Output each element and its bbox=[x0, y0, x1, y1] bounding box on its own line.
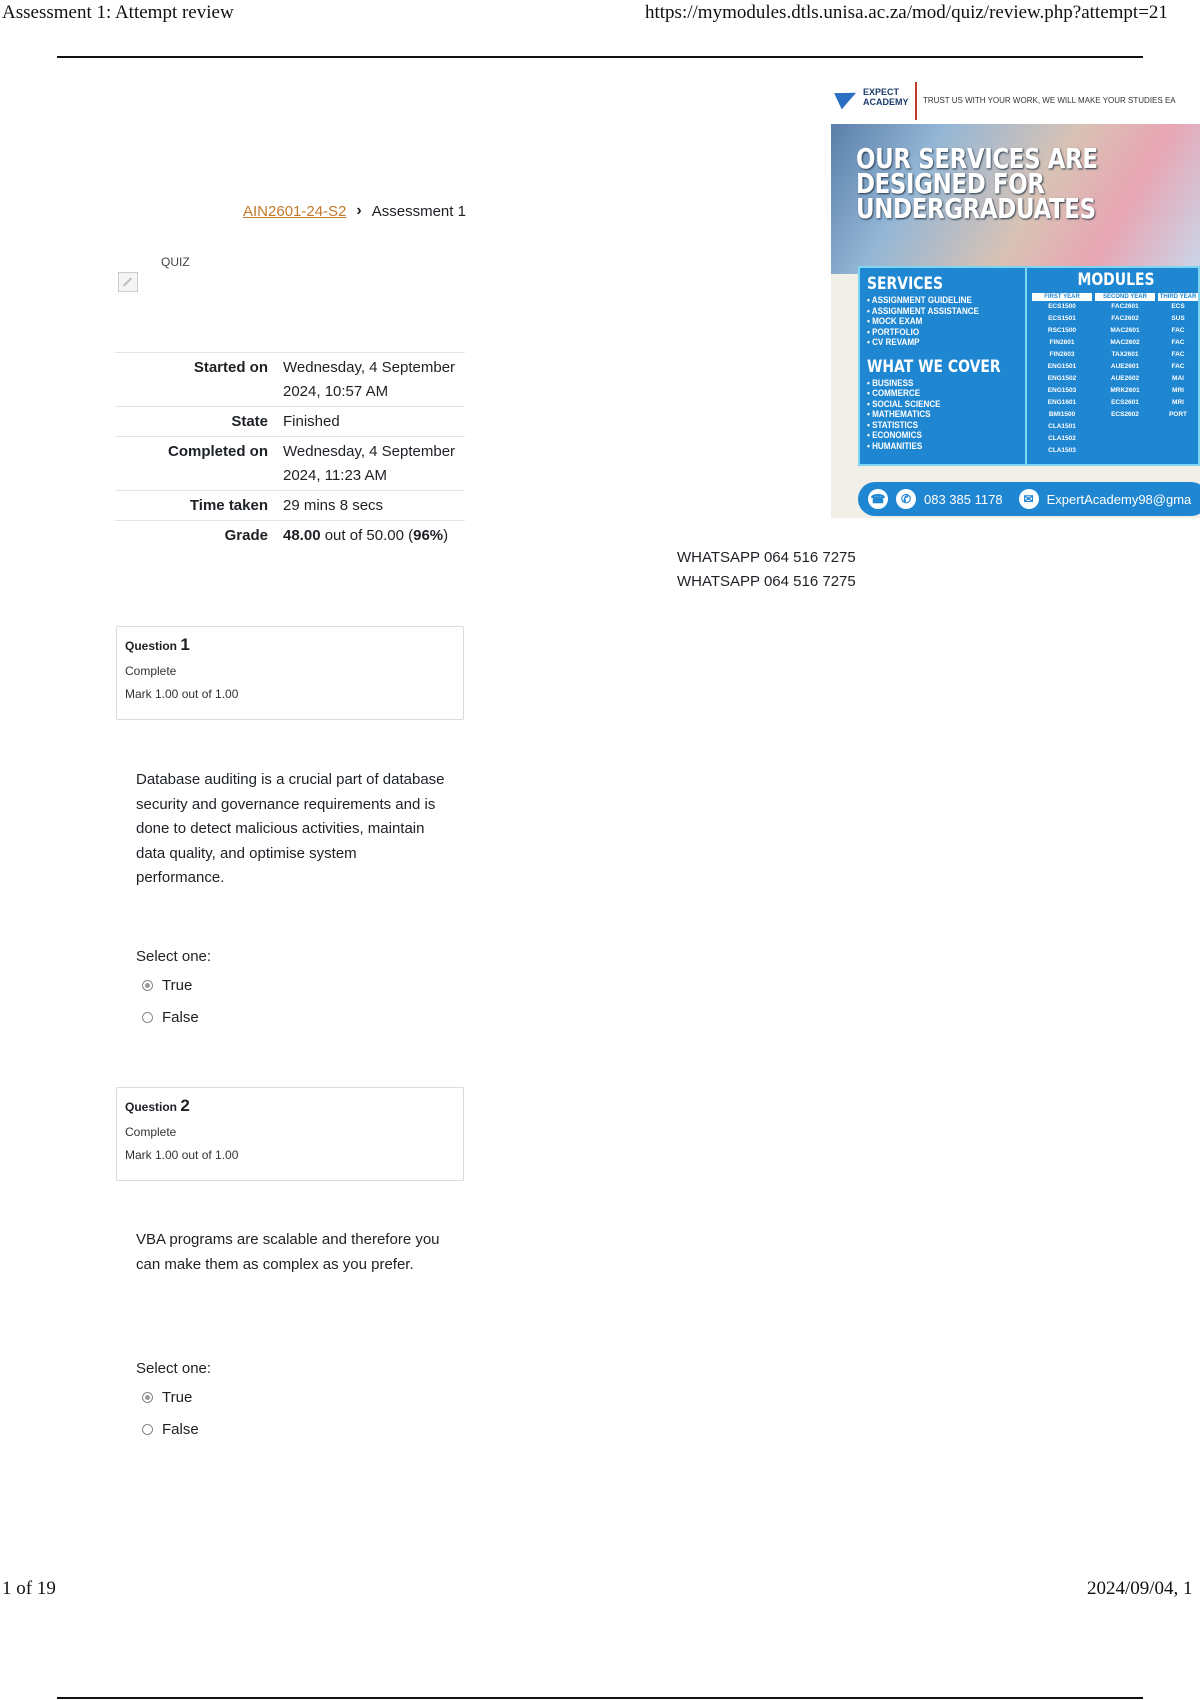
answer-option-true[interactable] bbox=[142, 977, 192, 994]
ad-module-code: MAC2601 bbox=[1110, 327, 1140, 334]
ad-cover-item: • BUSINESS bbox=[867, 377, 914, 389]
ad-header bbox=[831, 78, 1200, 124]
ad-module-code: FIN2603 bbox=[1049, 351, 1075, 358]
ad-cover-item: • SOCIAL SCIENCE bbox=[867, 398, 941, 410]
ad-year-header: SECOND YEAR bbox=[1095, 293, 1155, 301]
question-text: VBA programs are scalable and therefore you can make them as complex as you prefer. bbox=[136, 1231, 440, 1273]
ad-cover-item: • HUMANITIES bbox=[867, 440, 923, 452]
ad-service-item: • PORTFOLIO bbox=[867, 326, 920, 338]
ad-module-code: MRK2601 bbox=[1110, 387, 1140, 394]
ad-panel-divider bbox=[1025, 268, 1027, 464]
summary-row-time bbox=[115, 490, 465, 520]
ad-headline: OUR SERVICES ARE DESIGNED FOR UNDERGRADUATES bbox=[856, 142, 1098, 225]
question-number bbox=[125, 635, 455, 655]
radio-unselected-icon[interactable] bbox=[142, 1012, 153, 1023]
ad-module-code: SUS bbox=[1171, 315, 1185, 322]
ad-module-code: ENG1503 bbox=[1047, 387, 1077, 394]
ad-services-title: SERVICES bbox=[867, 274, 944, 294]
ad-module-code: RSC1500 bbox=[1047, 327, 1077, 334]
select-one-label: Select one: bbox=[136, 1360, 212, 1377]
ad-year-header: FIRST YEAR bbox=[1032, 293, 1092, 301]
grade-percent-wrap: (96%) bbox=[408, 527, 449, 544]
summary-value: Wednesday, 4 September 2024, 10:57 AM bbox=[283, 359, 456, 400]
summary-label: Completed on bbox=[168, 443, 268, 460]
summary-value: 29 mins 8 secs bbox=[283, 497, 384, 514]
ad-year-column bbox=[1158, 293, 1198, 457]
summary-label: Started on bbox=[193, 359, 268, 376]
ad-module-code: AUE2601 bbox=[1110, 363, 1140, 370]
ad-year-column bbox=[1032, 293, 1092, 457]
ad-service-item: • MOCK EXAM bbox=[867, 316, 923, 327]
print-footer-datetime: 2024/09/04, 1 bbox=[1087, 1578, 1193, 1599]
ad-email: ExpertAcademy98@gma bbox=[1046, 491, 1192, 507]
summary-label: Time taken bbox=[189, 497, 268, 514]
ad-year-header: THIRD YEAR bbox=[1159, 294, 1197, 300]
grade-out-of: out of 50.00 bbox=[320, 527, 404, 544]
answer-option-label: True bbox=[162, 1389, 193, 1406]
summary-value bbox=[283, 524, 465, 548]
ad-cover-item: • ECONOMICS bbox=[867, 430, 922, 441]
advertisement-banner[interactable] bbox=[831, 78, 1200, 518]
question-mark: Mark 1.00 out of 1.00 bbox=[125, 1148, 239, 1162]
ad-module-code: MAC2602 bbox=[1110, 339, 1140, 346]
ad-module-code: ECS1500 bbox=[1048, 303, 1076, 310]
whatsapp-line: WHATSAPP 064 516 7275 bbox=[677, 573, 856, 590]
grade-score: 48.00 bbox=[283, 527, 321, 544]
summary-label: Grade bbox=[224, 527, 268, 544]
ad-cover-item: • COMMERCE bbox=[867, 388, 921, 399]
ad-logo-line: EXPECT bbox=[863, 87, 900, 97]
breadcrumb bbox=[243, 202, 466, 220]
answer-option-label: False bbox=[162, 1009, 199, 1026]
question-label: Question bbox=[125, 1100, 178, 1114]
ad-module-code: ECS2602 bbox=[1111, 411, 1139, 418]
ad-module-code: FIN2601 bbox=[1049, 339, 1075, 346]
ad-module-code: BMI1500 bbox=[1048, 411, 1076, 418]
answer-option-true[interactable] bbox=[142, 1389, 192, 1406]
ad-phone: 083 385 1178 bbox=[924, 491, 1003, 507]
question-info-box bbox=[116, 1087, 464, 1181]
answer-option-label: True bbox=[162, 977, 193, 994]
ad-module-code: ENG1501 bbox=[1047, 363, 1077, 370]
ad-module-code: ENG1601 bbox=[1047, 399, 1077, 406]
ad-service-item: • CV REVAMP bbox=[867, 337, 920, 348]
ad-module-code: CLA1501 bbox=[1048, 423, 1076, 430]
quiz-icon bbox=[118, 272, 138, 292]
question-number-value: 2 bbox=[180, 1096, 190, 1115]
email-icon: ✉ bbox=[1019, 489, 1039, 509]
ad-module-columns bbox=[1032, 293, 1200, 457]
grade-percent: 96% bbox=[413, 527, 444, 544]
ad-module-code: ENG1502 bbox=[1047, 375, 1077, 382]
footer-rule bbox=[57, 1697, 1143, 1699]
answer-option-false[interactable] bbox=[142, 1421, 199, 1438]
ad-module-code: FAC2602 bbox=[1111, 315, 1139, 322]
ad-contact-bar[interactable] bbox=[858, 482, 1200, 516]
summary-value: Finished bbox=[283, 413, 340, 430]
phone-icon: ☎ bbox=[868, 489, 888, 509]
print-footer-page: 1 of 19 bbox=[2, 1578, 56, 1599]
quiz-label: QUIZ bbox=[161, 255, 190, 269]
question-info-box bbox=[116, 626, 464, 720]
attempt-summary-table bbox=[115, 352, 465, 550]
ad-module-code: PORT bbox=[1168, 411, 1188, 418]
ad-module-code: FAC2601 bbox=[1111, 303, 1139, 310]
question-label: Question bbox=[125, 639, 178, 653]
ad-module-code: FAC bbox=[1171, 351, 1185, 358]
radio-selected-icon[interactable] bbox=[142, 980, 153, 991]
print-header-url: https://mymodules.dtls.unisa.ac.za/mod/quiz/review.php?attempt=21 bbox=[645, 2, 1168, 23]
question-mark: Mark 1.00 out of 1.00 bbox=[125, 687, 239, 701]
ad-module-code: ECS bbox=[1171, 303, 1185, 310]
print-header-title: Assessment 1: Attempt review bbox=[2, 2, 234, 23]
ad-module-code: FAC bbox=[1171, 327, 1185, 334]
ad-year-column bbox=[1095, 293, 1155, 457]
ad-tagline: TRUST US WITH YOUR WORK, WE WILL MAKE YOUR STUDIES EA bbox=[923, 96, 1176, 105]
question-number bbox=[125, 1096, 455, 1116]
ad-module-code: AUE2602 bbox=[1110, 375, 1140, 382]
breadcrumb-current[interactable]: Assessment 1 bbox=[371, 202, 466, 220]
ad-logo bbox=[837, 87, 909, 107]
ad-module-code: FAC bbox=[1171, 339, 1185, 346]
paper-plane-icon bbox=[834, 85, 860, 110]
ad-cover-item: • MATHEMATICS bbox=[867, 409, 931, 420]
select-one-label: Select one: bbox=[136, 948, 212, 965]
ad-divider bbox=[915, 82, 917, 120]
chevron-right-icon: › bbox=[356, 202, 362, 219]
ad-module-code: ECS1501 bbox=[1048, 315, 1076, 322]
ad-cover-title: WHAT WE COVER bbox=[867, 356, 1001, 377]
question-status: Complete bbox=[125, 1125, 177, 1139]
question-number-value: 1 bbox=[180, 635, 190, 654]
ad-module-code: CLA1502 bbox=[1048, 435, 1076, 442]
answer-option-label: False bbox=[162, 1421, 199, 1438]
ad-logo-text bbox=[863, 87, 909, 107]
whatsapp-icon: ✆ bbox=[896, 489, 916, 509]
ad-info-panel bbox=[858, 266, 1200, 466]
answer-option-false[interactable] bbox=[142, 1009, 199, 1026]
question-text: Database auditing is a crucial part of database security and governance requirements and is done to detect malicious activities, maintain data quality, and optimise system performance. bbox=[136, 771, 445, 886]
ad-module-code: TAX2601 bbox=[1111, 351, 1139, 358]
summary-row-completed bbox=[115, 436, 465, 490]
summary-label: State bbox=[231, 413, 268, 430]
radio-unselected-icon[interactable] bbox=[142, 1424, 153, 1435]
summary-value: Wednesday, 4 September 2024, 11:23 AM bbox=[283, 443, 456, 484]
ad-cover-item: • STATISTICS bbox=[867, 419, 918, 431]
ad-module-code: MRI bbox=[1172, 399, 1184, 406]
summary-row-grade bbox=[115, 520, 465, 550]
summary-row-started bbox=[115, 352, 465, 406]
question-status: Complete bbox=[125, 664, 177, 678]
ad-module-code: MAI bbox=[1172, 375, 1184, 382]
ad-module-code: FAC bbox=[1171, 363, 1185, 370]
ad-module-code: CLA1503 bbox=[1048, 447, 1076, 454]
ad-logo-line: ACADEMY bbox=[863, 97, 909, 107]
ad-modules-title: MODULES bbox=[1077, 270, 1155, 290]
summary-row-state bbox=[115, 406, 465, 436]
ad-service-item: • ASSIGNMENT GUIDELINE bbox=[867, 295, 972, 306]
radio-selected-icon[interactable] bbox=[142, 1392, 153, 1403]
header-rule bbox=[57, 56, 1143, 58]
ad-modules bbox=[1032, 270, 1200, 457]
ad-service-item: • ASSIGNMENT ASSISTANCE bbox=[867, 305, 980, 317]
ad-module-code: MRI bbox=[1172, 387, 1184, 394]
breadcrumb-course-link[interactable]: AIN2601-24-S2 bbox=[243, 202, 347, 220]
ad-module-code: ECS2601 bbox=[1111, 399, 1139, 406]
ad-services bbox=[867, 274, 1030, 452]
whatsapp-line: WHATSAPP 064 516 7275 bbox=[677, 549, 856, 566]
